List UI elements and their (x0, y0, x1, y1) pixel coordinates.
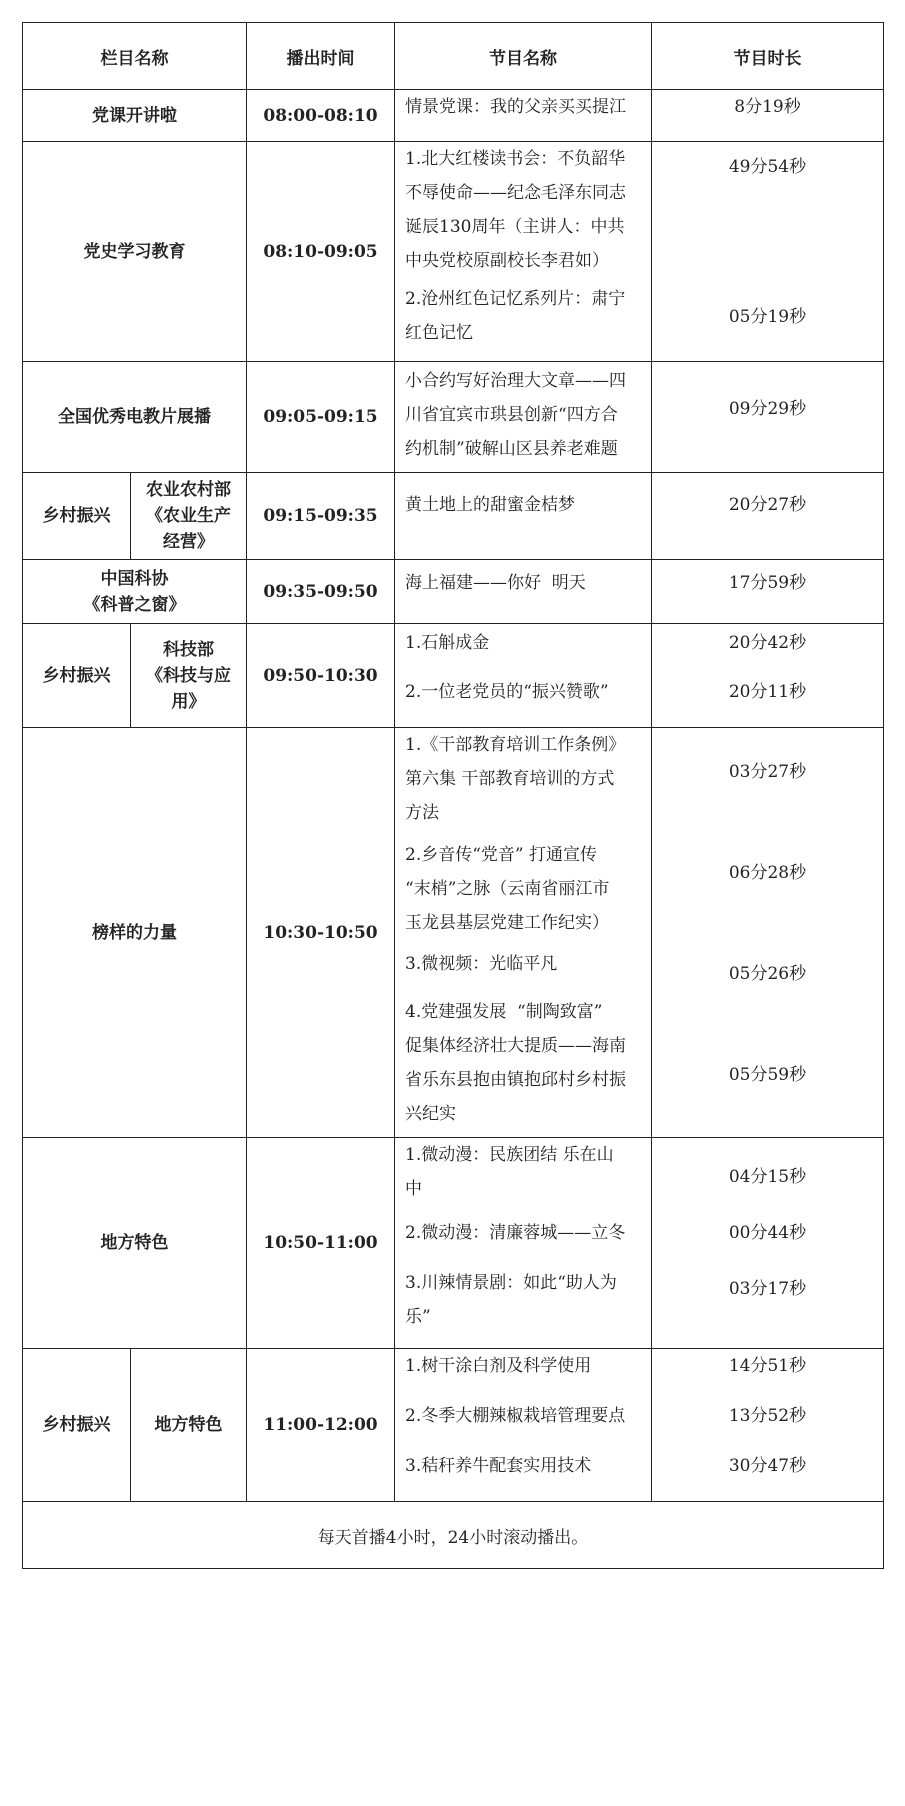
table-row (23, 728, 884, 1138)
program-cell (395, 728, 652, 1138)
duration: 00分44秒 (728, 1223, 807, 1243)
program-name: 3.微视频：光临平凡 (405, 954, 558, 974)
program-name: 4.党建强发展 “制陶致富” 促集体经济壮大提质——海南 省乐东县抱由镇抱邱村乡村振 兴纪实 (405, 1002, 626, 1124)
duration: 06分28秒 (728, 863, 807, 883)
table-row (23, 560, 884, 624)
duration: 03分17秒 (728, 1279, 807, 1299)
duration: 14分51秒 (728, 1356, 807, 1376)
column-name: 乡村振兴 (23, 624, 131, 728)
program-name: 3.川辣情景剧：如此“助人为 乐” (405, 1273, 617, 1327)
program-cell (395, 1349, 652, 1502)
duration: 09分29秒 (728, 399, 807, 419)
sub-column-name: 科技部 《科技与应 用》 (131, 624, 247, 728)
column-name: 全国优秀电教片展播 (23, 362, 247, 473)
program-name: 2.微动漫：清廉蓉城——立冬 (405, 1223, 626, 1243)
table-row (23, 90, 884, 142)
duration: 03分27秒 (728, 762, 807, 782)
program-name: 情景党课：我的父亲买买提江 (405, 97, 626, 117)
duration: 20分27秒 (728, 495, 807, 515)
duration: 30分47秒 (728, 1456, 807, 1476)
air-time: 08:10-09:05 (247, 142, 395, 362)
program-cell (395, 142, 652, 362)
duration-cell (652, 1138, 884, 1349)
air-time: 09:35-09:50 (247, 560, 395, 624)
duration-cell (652, 560, 884, 624)
column-name: 地方特色 (23, 1138, 247, 1349)
program-name: 1.树干涂白剂及科学使用 (405, 1356, 592, 1376)
duration-cell (652, 473, 884, 560)
duration-cell (652, 362, 884, 473)
program-cell (395, 90, 652, 142)
program-name: 2.冬季大棚辣椒栽培管理要点 (405, 1406, 626, 1426)
table-row (23, 142, 884, 362)
air-time: 09:50-10:30 (247, 624, 395, 728)
duration-cell (652, 624, 884, 728)
duration: 20分11秒 (728, 682, 807, 702)
duration: 04分15秒 (728, 1167, 807, 1187)
program-schedule-table (22, 22, 884, 1569)
program-name: 1.北大红楼读书会：不负韶华 不辱使命——纪念毛泽东同志 诞辰130周年（主讲人：中共 中央党校原副校长李君如） (405, 149, 626, 271)
sub-column-name: 地方特色 (131, 1349, 247, 1502)
duration-cell (652, 142, 884, 362)
sub-column-name: 农业农村部 《农业生产 经营》 (131, 473, 247, 560)
table-row (23, 624, 884, 728)
duration: 49分54秒 (728, 157, 807, 177)
program-name: 1.《干部教育培训工作条例》 第六集 干部教育培训的方式 方法 (405, 735, 626, 823)
program-cell (395, 362, 652, 473)
program-name: 2.沧州红色记忆系列片：肃宁 红色记忆 (405, 289, 626, 343)
program-name: 2.乡音传“党音” 打通宣传 “末梢”之脉（云南省丽江市 玉龙县基层党建工作纪实） (405, 845, 610, 933)
footer-note: 每天首播4小时，24小时滚动播出。 (23, 1502, 884, 1569)
column-name: 榜样的力量 (23, 728, 247, 1138)
table-row (23, 1138, 884, 1349)
air-time: 10:30-10:50 (247, 728, 395, 1138)
duration: 8分19秒 (734, 97, 801, 117)
air-time: 09:15-09:35 (247, 473, 395, 560)
header-row (23, 23, 884, 90)
air-time: 11:00-12:00 (247, 1349, 395, 1502)
table-row (23, 362, 884, 473)
column-name: 乡村振兴 (23, 1349, 131, 1502)
duration: 05分59秒 (728, 1065, 807, 1085)
duration: 05分19秒 (728, 307, 807, 327)
table-row (23, 473, 884, 560)
air-time: 08:00-08:10 (247, 90, 395, 142)
duration-cell (652, 90, 884, 142)
header-program-name: 节目名称 (395, 23, 652, 90)
program-name: 海上福建——你好 明天 (405, 573, 586, 593)
program-name: 1.微动漫：民族团结 乐在山 中 (405, 1145, 614, 1199)
header-column-name: 栏目名称 (23, 23, 247, 90)
program-name: 3.秸秆养牛配套实用技术 (405, 1456, 592, 1476)
header-duration: 节目时长 (652, 23, 884, 90)
air-time: 10:50-11:00 (247, 1138, 395, 1349)
program-cell (395, 1138, 652, 1349)
program-cell (395, 473, 652, 560)
program-name: 2.一位老党员的“振兴赞歌” (405, 682, 609, 702)
column-name: 党课开讲啦 (23, 90, 247, 142)
duration: 05分26秒 (728, 964, 807, 984)
duration: 17分59秒 (728, 573, 807, 593)
program-cell (395, 624, 652, 728)
program-cell (395, 560, 652, 624)
duration-cell (652, 728, 884, 1138)
column-name: 中国科协 《科普之窗》 (23, 560, 247, 624)
program-name: 1.石斛成金 (405, 633, 490, 653)
duration-cell (652, 1349, 884, 1502)
footer-row (23, 1502, 884, 1569)
program-name: 黄土地上的甜蜜金桔梦 (405, 495, 575, 515)
program-name: 小合约写好治理大文章——四 川省宜宾市珙县创新“四方合 约机制”破解山区县养老难题 (405, 371, 626, 459)
header-air-time: 播出时间 (247, 23, 395, 90)
column-name: 乡村振兴 (23, 473, 131, 560)
table-row (23, 1349, 884, 1502)
column-name: 党史学习教育 (23, 142, 247, 362)
duration: 20分42秒 (728, 633, 807, 653)
duration: 13分52秒 (728, 1406, 807, 1426)
air-time: 09:05-09:15 (247, 362, 395, 473)
